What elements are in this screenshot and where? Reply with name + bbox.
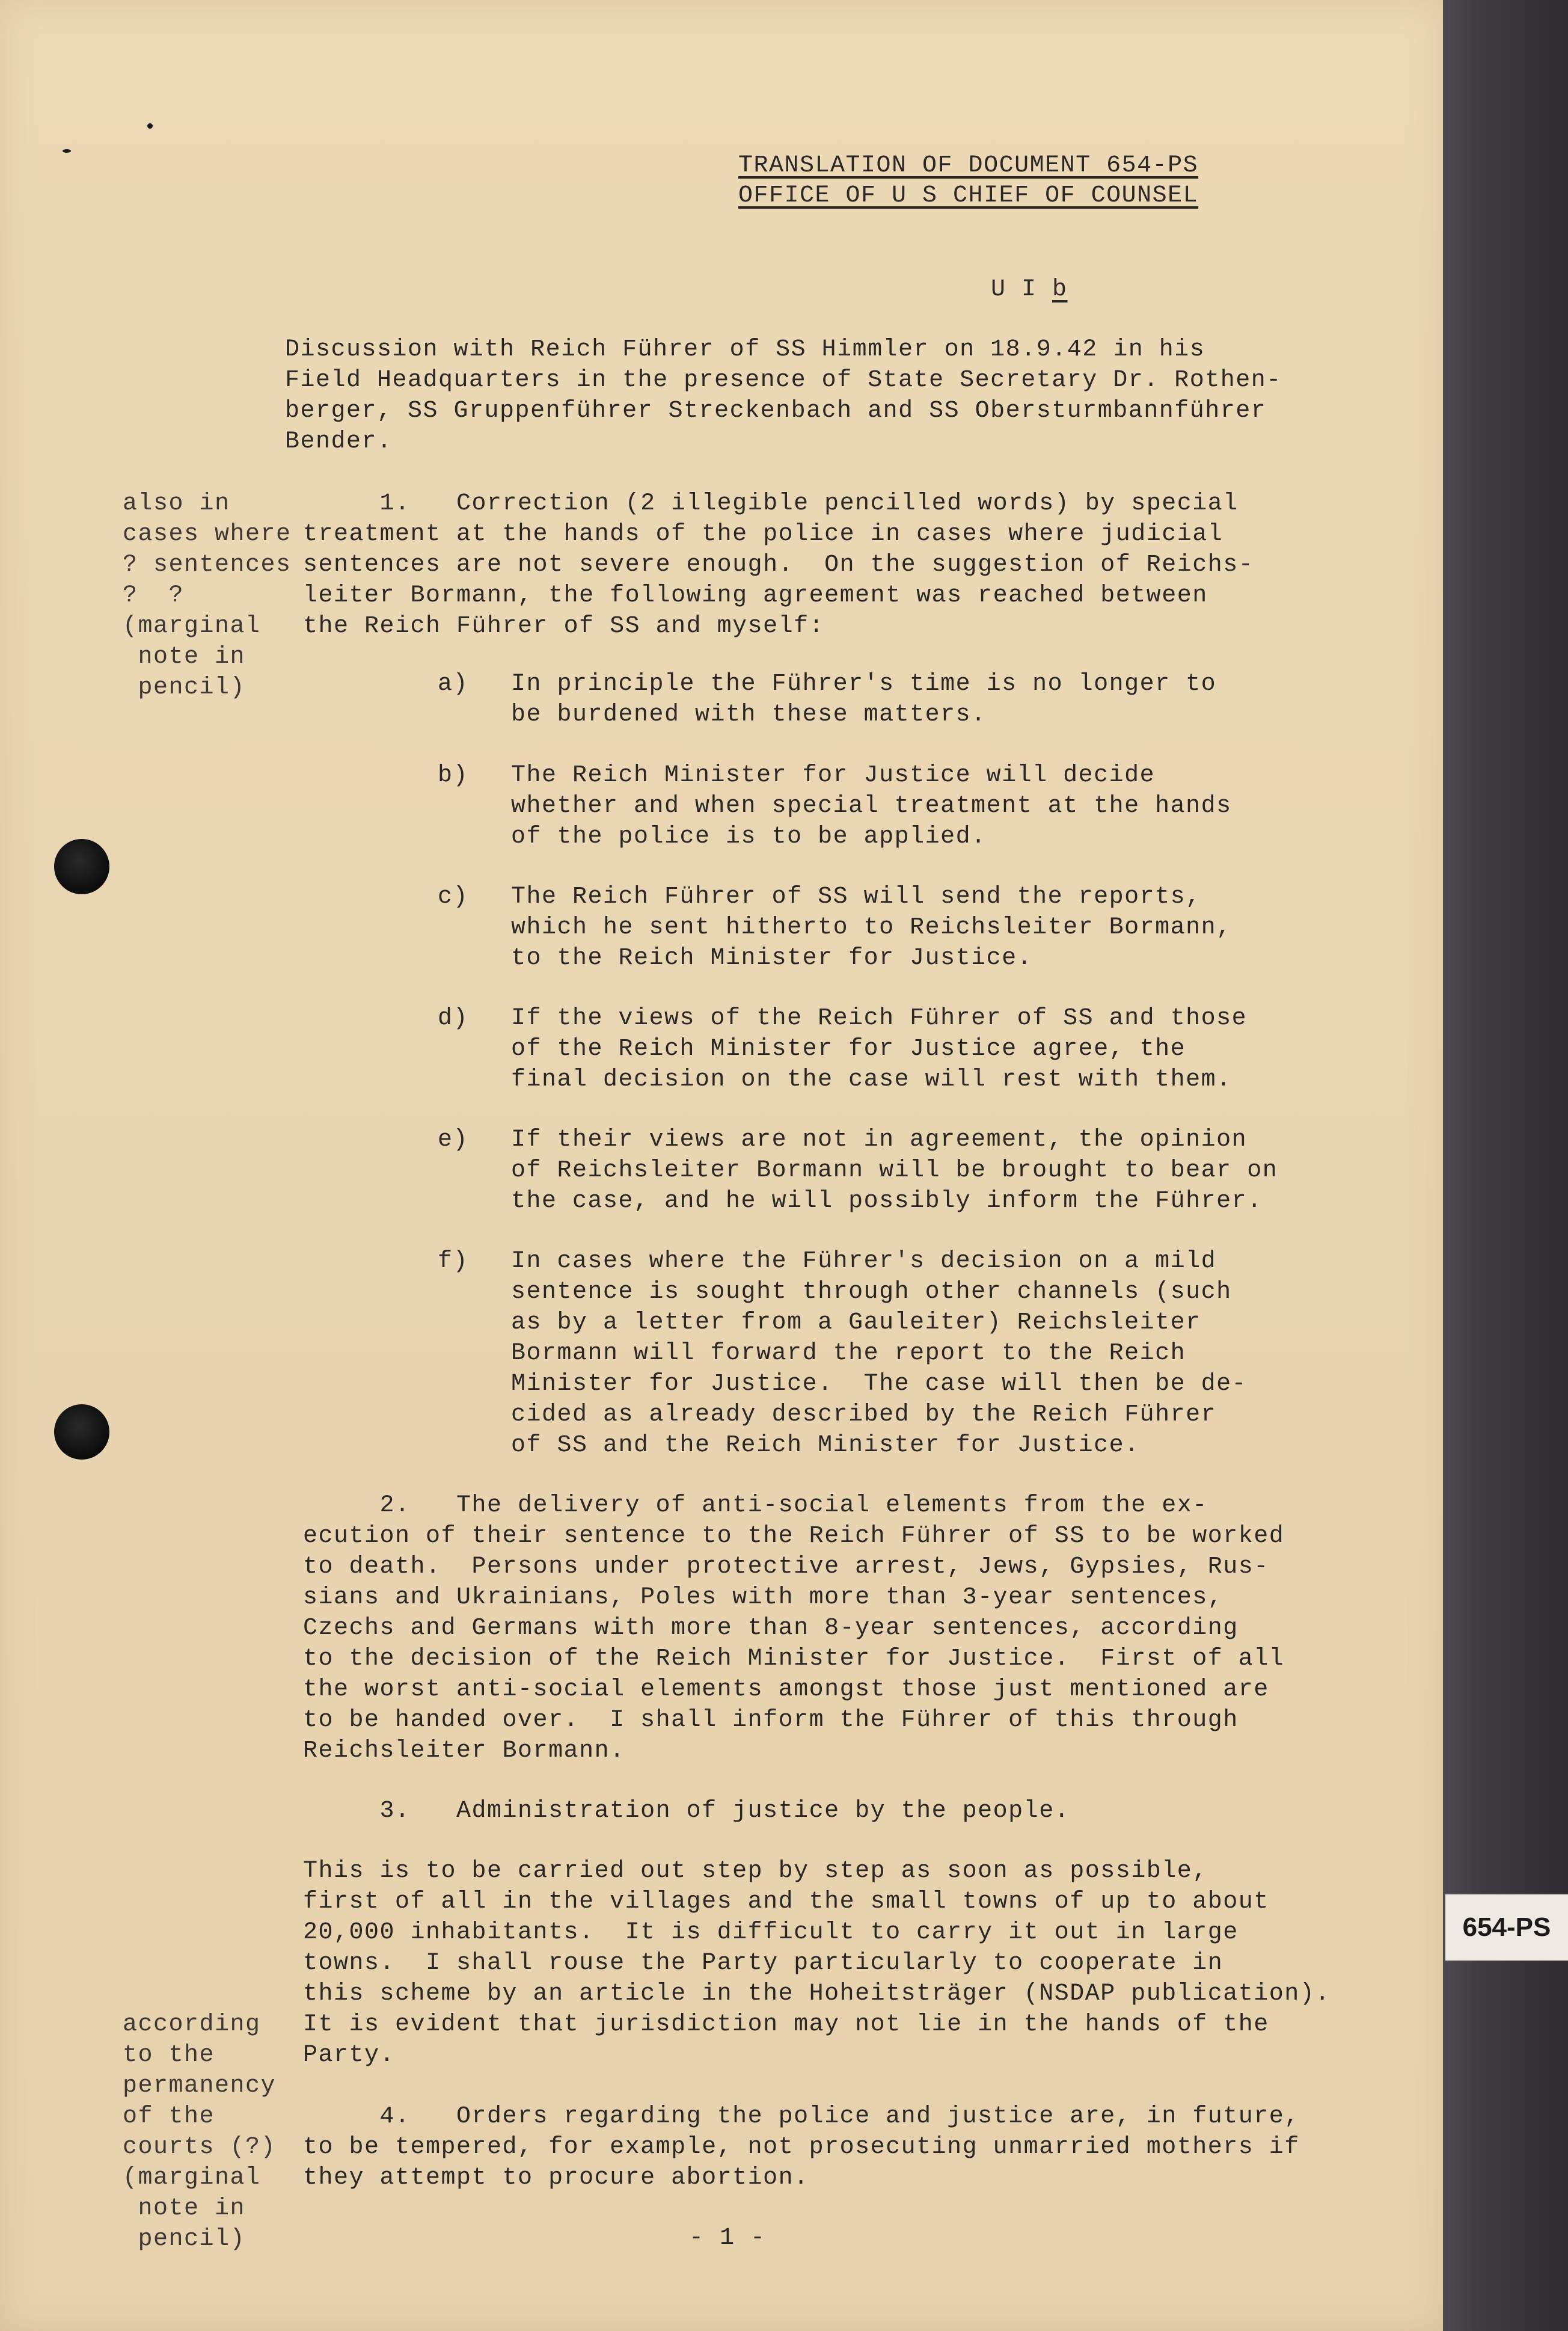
section-1-line: leiter Bormann, the following agreement was reached between (303, 582, 1208, 609)
item-e-label: e) (438, 1126, 469, 1153)
margin-note-line: (marginal (123, 613, 261, 640)
margin-note-line: ? ? (123, 582, 185, 609)
office-heading: OFFICE OF U S CHIEF OF COUNSEL (738, 182, 1199, 209)
section-2-line: to be handed over. I shall inform the Führer of this through (303, 1707, 1239, 1734)
item-e-line: If their views are not in agreement, the opinion (511, 1126, 1248, 1153)
margin-note-line: pencil) (123, 674, 246, 701)
item-e-line: of Reichsleiter Bormann will be brought to bear on (511, 1157, 1278, 1184)
exhibit-tab: 654-PS (1445, 1894, 1568, 1961)
page-number: - 1 - (689, 2225, 766, 2252)
margin-note-line: to the (123, 2042, 215, 2069)
section-3-line: towns. I shall rouse the Party particularly to cooperate in (303, 1950, 1223, 1977)
intro-line: Bender. (285, 428, 393, 455)
margin-note-line: ? sentences (123, 551, 292, 579)
item-b-line: The Reich Minister for Justice will decide (511, 762, 1156, 789)
item-b-line: of the police is to be applied. (511, 823, 987, 850)
item-f-line: In cases where the Führer's decision on a mild (511, 1248, 1217, 1275)
item-d-label: d) (438, 1005, 469, 1032)
section-4-line: to be tempered, for example, not prosecuting unmarried mothers if (303, 2134, 1300, 2161)
item-f-label: f) (438, 1248, 469, 1275)
item-d-line: of the Reich Minister for Justice agree, the (511, 1036, 1186, 1063)
section-3-line: It is evident that jurisdiction may not lie in the hands of the (303, 2011, 1269, 2038)
section-2-line: Reichsleiter Bormann. (303, 1737, 625, 1764)
punch-hole-bottom (54, 1404, 109, 1460)
item-c-line: to the Reich Minister for Justice. (511, 945, 1033, 972)
margin-note-line: pencil) (123, 2226, 246, 2253)
speck (147, 123, 153, 129)
margin-note-line: (marginal (123, 2164, 261, 2191)
margin-note-line: note in (123, 2195, 246, 2222)
item-a-label: a) (438, 671, 469, 698)
section-4-line: they attempt to procure abortion. (303, 2164, 809, 2191)
section-4-line: 4. Orders regarding the police and justice are, in future, (303, 2103, 1300, 2130)
item-f-line: of SS and the Reich Minister for Justice. (511, 1432, 1140, 1459)
item-f-line: cided as already described by the Reich Führer (511, 1401, 1217, 1428)
section-2-line: sians and Ukrainians, Poles with more than 3-year sentences, (303, 1584, 1223, 1611)
section-3-line: This is to be carried out step by step as soon as possible, (303, 1858, 1208, 1885)
item-b-line: whether and when special treatment at the hands (511, 793, 1232, 820)
margin-note-line: according (123, 2011, 261, 2038)
item-a-line: In principle the Führer's time is no longer to (511, 671, 1217, 698)
item-f-line: sentence is sought through other channels (such (511, 1279, 1232, 1306)
section-1-line: the Reich Führer of SS and myself: (303, 613, 825, 640)
section-1-line: 1. Correction (2 illegible pencilled words) by special (303, 490, 1239, 517)
document-code: U I b (991, 276, 1068, 303)
section-2-line: 2. The delivery of anti-social elements from the ex- (303, 1492, 1208, 1519)
section-3-line: Party. (303, 2042, 396, 2069)
item-d-line: If the views of the Reich Führer of SS and those (511, 1005, 1248, 1032)
section-2-line: to death. Persons under protective arrest, Jews, Gypsies, Rus- (303, 1553, 1269, 1580)
margin-note-line: permanency (123, 2072, 277, 2099)
section-2-line: to the decision of the Reich Minister for Justice. First of all (303, 1645, 1285, 1672)
intro-line: berger, SS Gruppenführer Streckenbach and SS Obersturmbannführer (285, 398, 1267, 425)
item-c-line: which he sent hitherto to Reichsleiter Bormann, (511, 914, 1232, 941)
section-3-line: first of all in the villages and the small towns of up to about (303, 1888, 1269, 1915)
item-f-line: Minister for Justice. The case will then be de- (511, 1371, 1248, 1398)
item-f-line: as by a letter from a Gauleiter) Reichsleiter (511, 1309, 1201, 1336)
section-1-line: sentences are not severe enough. On the suggestion of Reichs- (303, 551, 1254, 579)
intro-line: Discussion with Reich Führer of SS Himmler on 18.9.42 in his (285, 336, 1205, 363)
translation-heading: TRANSLATION OF DOCUMENT 654-PS (738, 152, 1199, 179)
margin-note-line: courts (?) (123, 2134, 277, 2161)
item-b-label: b) (438, 762, 469, 789)
section-3-line: 20,000 inhabitants. It is difficult to carry it out in large (303, 1919, 1239, 1946)
section-1-line: treatment at the hands of the police in cases where judicial (303, 521, 1223, 548)
item-c-line: The Reich Führer of SS will send the reports, (511, 883, 1201, 911)
section-2-line: ecution of their sentence to the Reich Führer of SS to be worked (303, 1523, 1285, 1550)
margin-note-line: cases where (123, 521, 292, 548)
section-2-line: the worst anti-social elements amongst those just mentioned are (303, 1676, 1269, 1703)
intro-line: Field Headquarters in the presence of State Secretary Dr. Rothen- (285, 367, 1282, 394)
section-3-line: this scheme by an article in the Hoheitsträger (NSDAP publication). (303, 1980, 1331, 2007)
section-3-heading: 3. Administration of justice by the people. (303, 1798, 1070, 1825)
speck (63, 149, 71, 153)
item-f-line: Bormann will forward the report to the Reich (511, 1340, 1186, 1367)
margin-note-line: note in (123, 643, 246, 671)
item-a-line: be burdened with these matters. (511, 701, 987, 728)
section-2-line: Czechs and Germans with more than 8-year sentences, according (303, 1615, 1239, 1642)
item-e-line: the case, and he will possibly inform the Führer. (511, 1188, 1263, 1215)
margin-note-line: also in (123, 490, 230, 517)
item-c-label: c) (438, 883, 469, 911)
dark-background-strip (1443, 0, 1568, 2331)
margin-note-line: of the (123, 2103, 215, 2130)
punch-hole-top (54, 839, 109, 894)
item-d-line: final decision on the case will rest with them. (511, 1066, 1232, 1093)
